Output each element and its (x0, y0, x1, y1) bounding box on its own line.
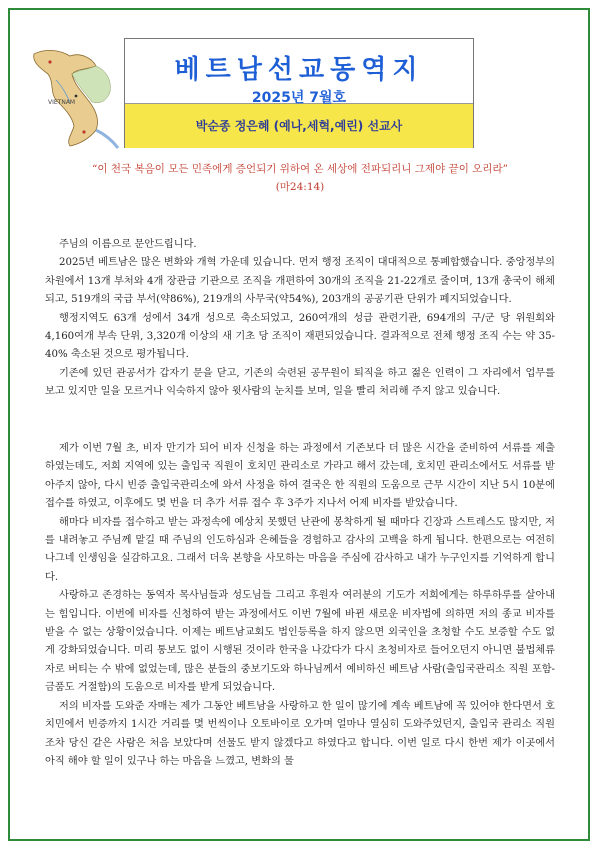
paragraph: 2025년 베트남은 많은 변화와 개혁 가운데 있습니다. 먼저 행정 조직이 대대적으로 통폐합했습니다. 중앙정부의 차원에서 13개 부처와 4개 장관급 기관으로 조직을 개편하여 30개의 조직을 21-22개로 줄이며, 13개 총국이 해체되고, 519개의 국급 부서(약86%), 219개의 사무국(약54%), 203개의 공공기관 단위가 폐지되었습니다. (45, 257, 555, 306)
verse-reference: (마24:14) (275, 181, 325, 193)
paragraph: 주님의 이름으로 문안드립니다. (59, 239, 197, 250)
vietnam-map-image (26, 40, 124, 152)
paragraph: 해마다 비자를 접수하고 받는 과정속에 예상치 못했던 난관에 봉착하게 될 때마다 긴장과 스트레스도 많지만, 저를 내려놓고 주님께 맡길 때 주님의 인도하심과 은혜들을 경험하고 감사의 고백을 하게 됩니다. 한편으로는 여전히 나그네 인생임을 실감하고요. 그래서 더욱 본향을 사모하는 마음을 주심에 감사하고 내가 누구인지를 기억하게 합니다. (45, 516, 555, 583)
section-visa (45, 440, 555, 771)
title-band (125, 39, 473, 106)
issue-date: 2025년 7월호 (251, 90, 347, 106)
missionaries-band (125, 103, 473, 148)
paragraph: 제가 이번 7월 초, 비자 만기가 되어 비자 신청을 하는 과정에서 기존보다 더 많은 시간을 준비하여 서류를 제출하였는데도, 저희 지역에 있는 출입국 직원이 호치민 관리소로 가라고 해서 갔는데, 호치민 관리소에서도 서류를 받아주지 않아, 다시 빈증 출입국관리소에 와서 사정을 하여 결국은 한 직원의 도움으로 근무 시간이 지난 5시 10분에 접수를 하였고, 이후에도 몇 번을 더 추가 서류 접수 후 3주가 지나서 어제 비자를 받았습니다. (45, 443, 555, 510)
paragraph: 기존에 있던 관공서가 갑자기 문을 닫고, 기존의 숙련된 공무원이 퇴직을 하고 젊은 인력이 그 자리에서 업무를 보고 있지만 일을 모르거나 익숙하지 않아 윗사람의 눈치를 보며, 일을 빨리 처리해 주지 않고 있습니다. (45, 367, 555, 398)
paragraph: 저의 비자를 도와준 자매는 제가 그동안 베트남을 사랑하고 한 일이 많기에 계속 베트남에 꼭 있어야 한다면서 호치민에서 빈증까지 1시간 거리를 몇 번씩이나 오토바이로 오가며 얼마나 열심히 도와주었던지, 출입국 관리소 직원조차 당신 같은 사람은 처음 보았다며 선물도 받지 않겠다고 하였다고 합니다. 이번 일로 다시 한번 제가 이곳에서 아직 해야 할 일이 있구나 하는 마음을 느꼈고, 변화의 물 (45, 700, 555, 767)
paragraph: 행정지역도 63개 성에서 34개 성으로 축소되었고, 260여개의 성급 관련기관, 694개의 구/군 당 위원회와 4,160여개 부속 단위, 3,320개 이상의 새 기초 당 조직이 재편되었습니다. 결과적으로 전체 행정 조직 수는 약 35-40% 축소된 것으로 평가됩니다. (45, 312, 555, 361)
map-label: VIETNAM (48, 99, 76, 106)
title-box (124, 38, 474, 148)
scripture-verse (30, 160, 570, 196)
paragraph: 사랑하고 존경하는 동역자 목사님들과 성도님들 그리고 후원자 여러분의 기도가 저희에게는 하루하루를 살아내는 힘입니다. 이번에 비자를 신청하여 받는 과정에서도 이번 7월에 바뀐 새로운 비자법에 의하면 저의 종교 비자를 받을 수 없는 상황이었습니다. 이제는 베트남교회도 법인등록을 하지 않으면 외국인을 초청할 수도 보증할 수도 없게 강화되었습니다. 미리 통보도 없이 시행된 것이라 한국을 나갔다가 다시 초청비자로 들어오던지 아니면 불법체류자로 버티는 수 밖에 없었는데, 많은 분들의 중보기도와 하나님께서 예비하신 베트남 사람(출입국관리소 직원 포함-금품도 거절함)의 도움으로 비자를 받게 되었습니다. (45, 590, 555, 694)
missionaries-names: 박순종 정은혜 (예나,세혁,예린) 선교사 (195, 119, 403, 133)
verse-text: “이 천국 복음이 모든 민족에게 증언되기 위하여 온 세상에 전파되리니 그제야 끝이 오리라” (92, 163, 508, 175)
newsletter-title: 베트남선교동역지 (174, 55, 424, 85)
section-admin-reform (45, 236, 555, 402)
